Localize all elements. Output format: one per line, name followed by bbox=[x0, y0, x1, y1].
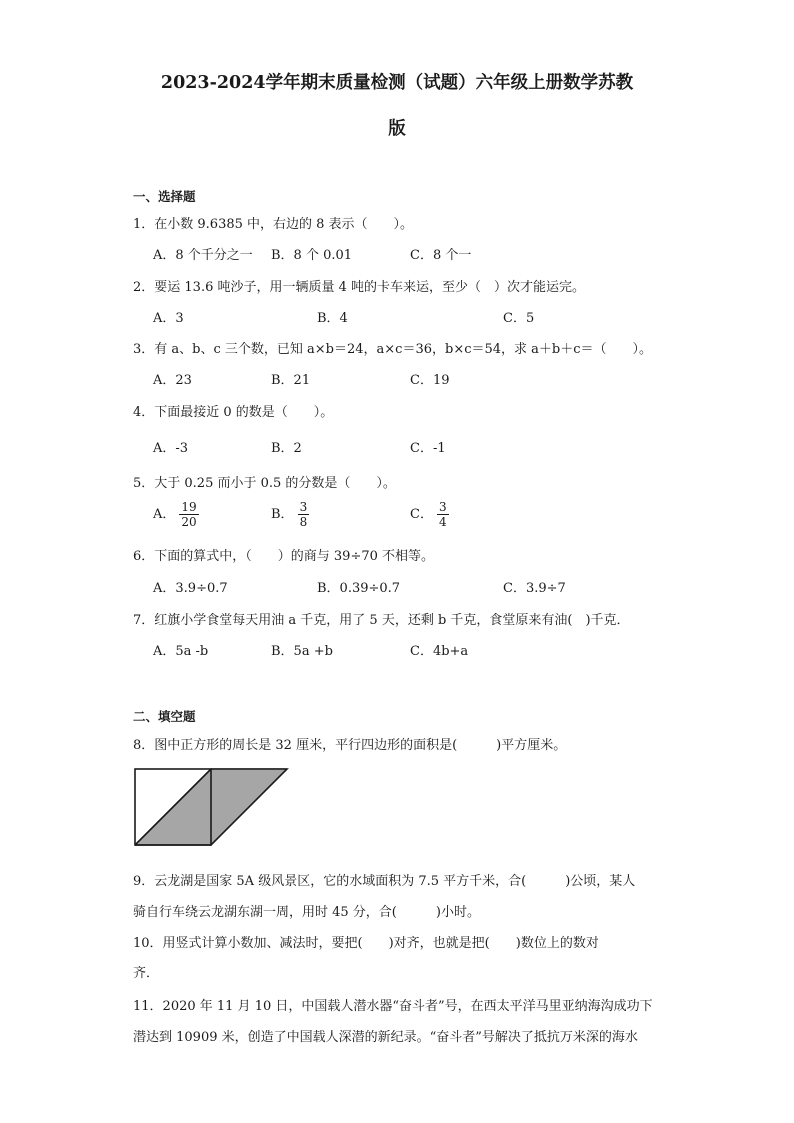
q7-option-b: B．5a +b bbox=[271, 644, 333, 659]
q5-option-b bbox=[271, 500, 309, 529]
q3-option-a: A．23 bbox=[153, 373, 192, 388]
fraction-denominator: 20 bbox=[181, 515, 197, 529]
square-parallelogram-figure bbox=[134, 768, 294, 848]
q3-option-c: C．19 bbox=[410, 373, 450, 388]
fraction-3-4 bbox=[437, 500, 449, 529]
question-2: 2．要运 13.6 吨沙子，用一辆质量 4 吨的卡车来运，至少（ ）次才能运完。 bbox=[133, 280, 586, 295]
question-7: 7．红旗小学食堂每天用油 a 千克，用了 5 天，还剩 b 千克，食堂原来有油( )千克． bbox=[133, 613, 630, 628]
fraction-19-20 bbox=[179, 500, 198, 529]
section-heading-choice: 一、选择题 bbox=[133, 189, 196, 204]
q4-option-c: C．-1 bbox=[410, 441, 446, 456]
question-1: 1．在小数 9.6385 中，右边的 8 表示（ ）。 bbox=[133, 217, 414, 232]
q6-option-c: C．3.9÷7 bbox=[503, 581, 566, 596]
q3-option-b: B．21 bbox=[271, 373, 311, 388]
fraction-numerator: 3 bbox=[438, 500, 447, 514]
fraction-denominator: 8 bbox=[299, 515, 308, 529]
question-10-line-1: 10．用竖式计算小数加、减法时，要把( )对齐，也就是把( )数位上的数对 bbox=[133, 936, 599, 951]
title-line-1: 2023-2024学年期末质量检测（试题）六年级上册数学苏教 bbox=[160, 73, 634, 93]
q7-option-a: A．5a -b bbox=[153, 644, 209, 659]
q2-option-c: C．5 bbox=[503, 311, 535, 326]
q7-option-c: C．4b+a bbox=[410, 644, 469, 659]
q5-option-b-label: B． bbox=[271, 507, 294, 522]
question-11-line-1: 11．2020 年 11 月 10 日，中国载人潜水器“奋斗者”号，在西太平洋马里亚纳海沟成功下 bbox=[133, 999, 653, 1014]
q6-option-b: B．0.39÷0.7 bbox=[317, 581, 401, 596]
fraction-denominator: 4 bbox=[438, 515, 447, 529]
question-9-line-1: 9．云龙湖是国家 5A 级风景区，它的水域面积为 7.5 平方千米，合( )公顷，某人 bbox=[133, 874, 636, 889]
fraction-numerator: 3 bbox=[299, 500, 308, 514]
q5-option-a bbox=[153, 500, 199, 529]
q5-option-c-label: C． bbox=[410, 507, 433, 522]
page-title bbox=[100, 70, 694, 139]
q4-option-b: B．2 bbox=[271, 441, 302, 456]
question-3: 3．有 a、b、c 三个数，已知 a×b＝24，a×c＝36，b×c＝54，求 a＋b＋c＝（ ）。 bbox=[133, 342, 653, 357]
section-heading-fill: 二、填空题 bbox=[133, 709, 196, 724]
fraction-3-8 bbox=[298, 500, 310, 529]
question-4: 4．下面最接近 0 的数是（ ）。 bbox=[133, 405, 334, 420]
question-8: 8．图中正方形的周长是 32 厘米，平行四边形的面积是( )平方厘米。 bbox=[133, 738, 567, 753]
q4-option-a: A．-3 bbox=[153, 441, 189, 456]
title-line-2: 版 bbox=[388, 119, 406, 139]
q5-option-c bbox=[410, 500, 449, 529]
q2-option-a: A．3 bbox=[153, 311, 184, 326]
question-10-line-2: 齐． bbox=[133, 966, 160, 981]
question-9-line-2: 骑自行车绕云龙湖东湖一周，用时 45 分，合( )小时。 bbox=[133, 905, 480, 920]
q1-option-c: C．8 个一 bbox=[410, 248, 472, 263]
q5-option-a-label: A． bbox=[153, 507, 176, 522]
q1-option-b: B．8 个 0.01 bbox=[271, 248, 353, 263]
question-5: 5．大于 0.25 而小于 0.5 的分数是（ ）。 bbox=[133, 476, 396, 491]
q6-option-a: A．3.9÷0.7 bbox=[153, 581, 228, 596]
fraction-numerator: 19 bbox=[181, 500, 197, 514]
question-6: 6．下面的算式中，（ ）的商与 39÷70 不相等。 bbox=[133, 549, 435, 564]
question-11-line-2: 潜达到 10909 米，创造了中国载人深潜的新纪录。“奋斗者”号解决了抵抗万米深的海水 bbox=[133, 1030, 638, 1045]
q1-option-a: A．8 个千分之一 bbox=[153, 248, 253, 263]
q2-option-b: B．4 bbox=[317, 311, 348, 326]
